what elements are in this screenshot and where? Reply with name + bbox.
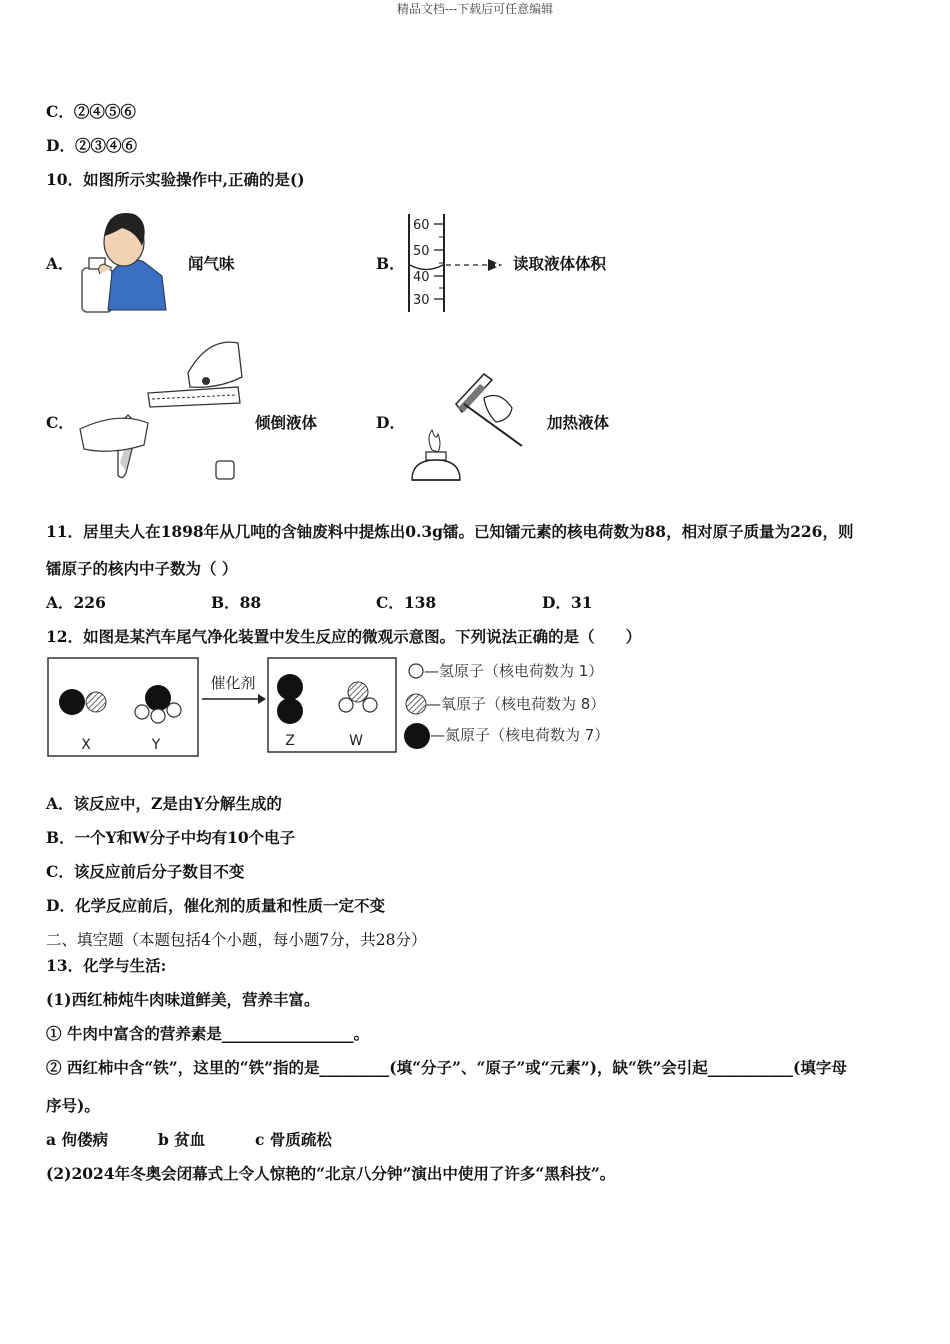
legend-nitrogen: —氮原子（核电荷数为 7） xyxy=(430,726,610,744)
legend-nitrogen-symbol xyxy=(404,723,430,749)
q10-d-label: 加热液体 xyxy=(547,413,610,432)
q12-stem: 12．如图是某汽车尾气净化装置中发生反应的微观示意图。下列说法正确的是（ ） xyxy=(46,627,642,646)
q12-option-a: A．该反应中，Z是由Y分解生成的 xyxy=(46,794,282,813)
q13-sub1: ① 牛肉中富含的营养素是_________________。 xyxy=(46,1024,370,1043)
cylinder-tick-50: 50 xyxy=(413,244,430,259)
q9-option-c: C．②④⑤⑥ xyxy=(46,102,136,121)
q13-choice-b: b 贫血 xyxy=(158,1130,206,1149)
q13-choice-a: a 佝偻病 xyxy=(46,1130,108,1149)
q11-option-a: A．226 xyxy=(46,593,106,612)
section-2-heading: 二、填空题（本题包括4个小题，每小题7分，共28分） xyxy=(46,931,427,949)
label-y: Y xyxy=(151,737,161,753)
catalyst-label: 催化剂 xyxy=(210,674,256,692)
legend-oxygen: —氧原子（核电荷数为 8） xyxy=(426,695,606,713)
q11-option-c: C．138 xyxy=(376,593,437,612)
q13-part2: (2)2024年冬奥会闭幕式上令人惊艳的“北京八分钟”演出中使用了许多“黑科技”。 xyxy=(46,1164,616,1183)
legend-oxygen-symbol xyxy=(406,694,426,714)
q10-c-label: 倾倒液体 xyxy=(255,413,318,432)
q13-sub2-line1: ② 西红柿中含“铁”，这里的“铁”指的是_________(填“分子”、“原子”或“元素”)，缺“铁”会引起___________(填字母 xyxy=(46,1058,847,1077)
q12-option-d: D．化学反应前后，催化剂的质量和性质一定不变 xyxy=(46,896,385,915)
q10-b-letter: B． xyxy=(376,254,405,273)
cylinder-tick-40: 40 xyxy=(413,270,430,285)
q11-stem-line2: 镭原子的核内中子数为（ ） xyxy=(46,559,238,578)
label-z: Z xyxy=(285,733,295,749)
q10-c-letter: C． xyxy=(46,413,74,432)
q11-stem-line1: 11．居里夫人在1898年从几吨的含铀废料中提炼出0.3g镭。已知镭元素的核电荷数为88，相对原子质量为226，则 xyxy=(46,522,854,541)
q10-b-label: 读取液体体积 xyxy=(513,254,607,273)
q13-choice-c: c 骨质疏松 xyxy=(255,1130,332,1149)
q11-option-d: D．31 xyxy=(542,593,593,612)
reaction-diagram xyxy=(46,654,626,760)
q12-option-c: C．该反应前后分子数目不变 xyxy=(46,862,245,881)
legend xyxy=(404,662,609,749)
cylinder-reading-illustration xyxy=(404,210,509,314)
legend-hydrogen: —氢原子（核电荷数为 1） xyxy=(424,662,604,680)
q10-a-letter: A． xyxy=(46,254,74,273)
label-x: X xyxy=(81,737,91,753)
q12-option-b: B．一个Y和W分子中均有10个电子 xyxy=(46,828,296,847)
q10-stem: 10．如图所示实验操作中,正确的是() xyxy=(46,170,305,189)
cylinder-tick-30: 30 xyxy=(413,293,430,308)
q11-option-b: B．88 xyxy=(211,593,262,612)
q10-a-label: 闻气味 xyxy=(188,254,235,273)
pouring-liquid-illustration xyxy=(78,333,248,485)
cylinder-tick-60: 60 xyxy=(413,218,430,233)
q13-stem: 13．化学与生活: xyxy=(46,956,167,975)
legend-hydrogen-symbol xyxy=(409,664,423,678)
smelling-illustration xyxy=(78,206,170,316)
page-header: 精品文档---下载后可任意编辑 xyxy=(396,2,554,16)
q13-part1: (1)西红柿炖牛肉味道鲜美，营养丰富。 xyxy=(46,990,320,1009)
heating-liquid-illustration xyxy=(404,368,529,488)
label-w: W xyxy=(349,733,363,749)
q13-sub2-line2: 序号)。 xyxy=(46,1096,100,1115)
q10-d-letter: D． xyxy=(376,413,405,432)
q9-option-d: D．②③④⑥ xyxy=(46,136,137,155)
